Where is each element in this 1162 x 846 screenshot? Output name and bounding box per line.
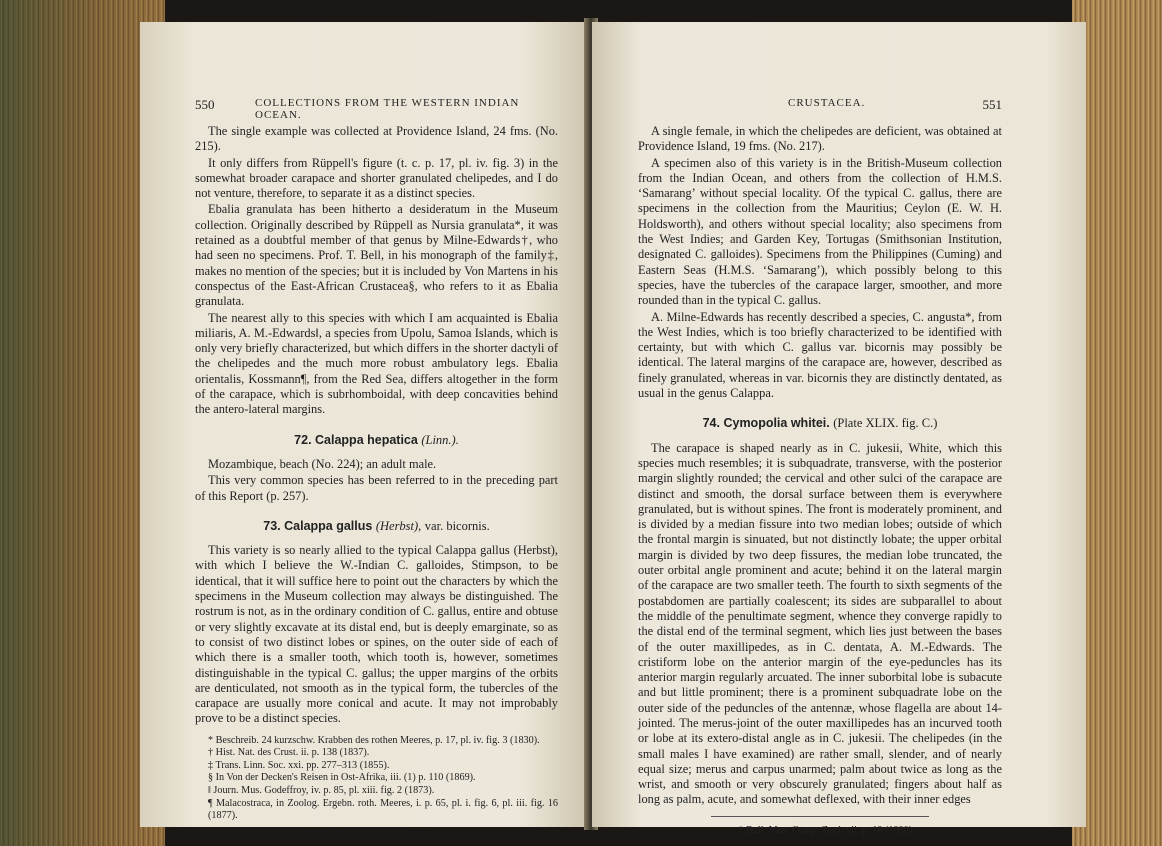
footnote: * Beschreib. 24 kurzschw. Krabben des rothen Meeres, p. 17, pl. iv. fig. 3 (1830). bbox=[208, 734, 540, 746]
footnotes bbox=[638, 825, 1002, 838]
section-heading-74 bbox=[638, 416, 1002, 431]
paragraph: A specimen also of this variety is in the British-Museum collection from the Indian Ocean, and others from the collection of H.M.S. ‘Samarang’ without special locality. Of the typical C. gallus, there are specimens in the collection from the Mauritius; Ceylon (E. W. H. Holdsworth), and others without special locality; also specimens from the West Indies; and Garden Key, Tortugas (Smithsonian Institution, designated C. galloides). Specimens from the Philippines (Cuming) and Eastern Seas (H.M.S. ‘Samarang’), which possibly belong to this species, have the tubercles of the carapace larger, smoother, and more rounded than in the typical C. gallus. bbox=[638, 155, 1002, 308]
paragraph: It only differs from Rüppell's figure (t. c. p. 17, pl. iv. fig. 3) in the somewhat broader carapace and shorter granulated chelipedes, and I do not venture, therefore, to separate it as a distinct species. bbox=[195, 155, 558, 201]
section-heading-73 bbox=[195, 519, 558, 534]
right-page bbox=[592, 22, 1086, 836]
left-page-body bbox=[195, 124, 558, 823]
footnote: ‡ Trans. Linn. Soc. xxi. pp. 277–313 (1855). bbox=[208, 759, 390, 771]
footnote: ¶ Malacostraca, in Zoolog. Ergebn. roth. Meeres, i. p. 65, pl. i. fig. 6, pl. iii. fig. 16 (1877). bbox=[208, 797, 558, 822]
right-page-body bbox=[638, 124, 1002, 837]
left-running-head: COLLECTIONS FROM THE WESTERN INDIAN OCEAN. bbox=[255, 97, 520, 121]
left-page-header bbox=[195, 97, 558, 121]
species-name: 74. Cymopolia whitei. bbox=[702, 416, 830, 431]
paragraph: The carapace is shaped nearly as in C. jukesii, White, which this species much resembles; it is subquadrate, transverse, with the posterior margin slightly rounded; the cervical and other sulci of the carapace are distinct and smooth, the dorsal surface between them is everywhere granulated, but is without spines. The front is moderately prominent, and is divided by a median fissure into two median lobes; outside of which the frontal margin is sinuated, but not distinctly lobate; the upper orbital margin is divided by two deep fissures, the median lobe truncated, the outer orbital angle prominent and acute; behind it on the lateral margin of the carapace are two smaller teeth. The fourth to sixth segments of the postabdomen are partially coalescent; its sides are subparallel to about the middle of the penultimate segment, whence they converge rapidly to the distal end of the terminal segment, which lies just between the bases of the outer maxillipedes, as in C. dentata, A. M.-Edwards. The cristiform lobe on the anterior margin of the eye-peduncles has its anterior margin regularly arcuated. The inner suborbital lobe is subacute and but little prominent; there is a prominent subquadrate lobe on the outer side of the peduncles of the antennæ, whose flagella are about 14-jointed. The merus-joint of the outer maxillipedes has an incurved tooth or lobe at its extero-distal angle as in C. jukesii. The chelipedes (in the small males I have examined) are rather small, slender, and of nearly equal size; merus and carpus unarmed; palm about twice as long as the wrist, and smooth or very obscurely granulated; fingers about half as long as palm, acute, and somewhat deflexed, with their inner edges bbox=[638, 440, 1002, 807]
species-authority: (Herbst), bbox=[375, 518, 422, 533]
right-running-head: CRUSTACEA. bbox=[788, 97, 866, 109]
paragraph: A. Milne-Edwards has recently described a species, C. angusta*, from the West Indies, which is too briefly characterized to be identified with certainty, but with which C. gallus var. bicornis may possibly be identical. The lateral margins of the carapace are, however, described as finely granulated, whereas in var. bicornis they are distinctly dentated, as usual in the genus Calappa. bbox=[638, 309, 1002, 401]
species-name: 73. Calappa gallus bbox=[263, 518, 373, 533]
paragraph: The nearest ally to this species with which I am acquainted is Ebalia miliaris, A. M.-Edwards‖, a species from Upolu, Samoa Islands, which is only very briefly characterized, but which differs in the shorter dactyli of the chelipedes and the much more robust ambulatory legs. Ebalia orientalis, Kossmann¶, from the Red Sea, differs altogether in the form of the carapace, which is subrhomboidal, with deep concavities behind the antero-lateral margins. bbox=[195, 310, 558, 417]
paragraph: A single female, in which the chelipedes are deficient, was obtained at Providence Island, 19 fms. (No. 217). bbox=[638, 124, 1002, 154]
species-name: 72. Calappa hepatica bbox=[294, 432, 418, 447]
plate-reference: (Plate XLIX. fig. C.) bbox=[833, 416, 938, 431]
left-page-number: 550 bbox=[195, 97, 215, 112]
section-heading-72 bbox=[195, 433, 558, 448]
paragraph: Ebalia granulata has been hitherto a desideratum in the Museum collection. Originally described by Rüppell as Nursia granulata*, it was retained as a doubtful member of that genus by Milne-Edwards†, who had seen no specimens. Prof. T. Bell, in his monograph of the family‡, makes no mention of the species; but it is included by Von Martens in his conspectus of the East-African Crustacea§, who refers to it as Ebalia granulata. bbox=[195, 202, 558, 309]
footnote-divider bbox=[711, 816, 929, 817]
species-authority: (Linn.). bbox=[421, 432, 459, 447]
paragraph: The single example was collected at Providence Island, 24 fms. (No. 215). bbox=[195, 124, 558, 154]
footnote: † Hist. Nat. des Crust. ii. p. 138 (1837). bbox=[208, 747, 370, 759]
right-page-number: 551 bbox=[982, 97, 1002, 112]
footnotes bbox=[195, 735, 558, 823]
footnote: ‖ Journ. Mus. Godeffroy, iv. p. 85, pl. xiii. fig. 2 (1873). bbox=[208, 785, 435, 797]
left-page bbox=[140, 22, 588, 827]
footnote: § In Von der Decken's Reisen in Ost-Afrika, iii. (1) p. 110 (1869). bbox=[208, 772, 476, 784]
paragraph: This very common species has been referred to in the preceding part of this Report (p. 257). bbox=[195, 473, 558, 503]
variety-name: var. bicornis. bbox=[424, 518, 490, 533]
paragraph: This variety is so nearly allied to the typical Calappa gallus (Herbst), with which I believe the W.-Indian C. galloides, Stimpson, to be identical, that it will suffice here to point out the characters by which the specimens in the Museum collection may always be distinguished. The rostrum is not, as in the ordinary condition of C. gallus, entire and obtuse or very slightly excavate at its distal end, but is deeply emarginate, so as to consist of two distinct lobes or spines, on the outer side of each of which there is a smaller tooth, which tooth is, however, sometimes distinguishable in the typical C. gallus; the upper margins of the orbits are denticulated, not smooth as in the typical form, the tubercles of the carapace are usually more conical and acute. It may not improbably prove to be a distinct species. bbox=[195, 543, 558, 726]
footnote: * Bull. Mus. Comp. Zool. vii. p. 18 (1880). bbox=[738, 824, 915, 836]
paragraph: Mozambique, beach (No. 224); an adult male. bbox=[208, 456, 437, 471]
